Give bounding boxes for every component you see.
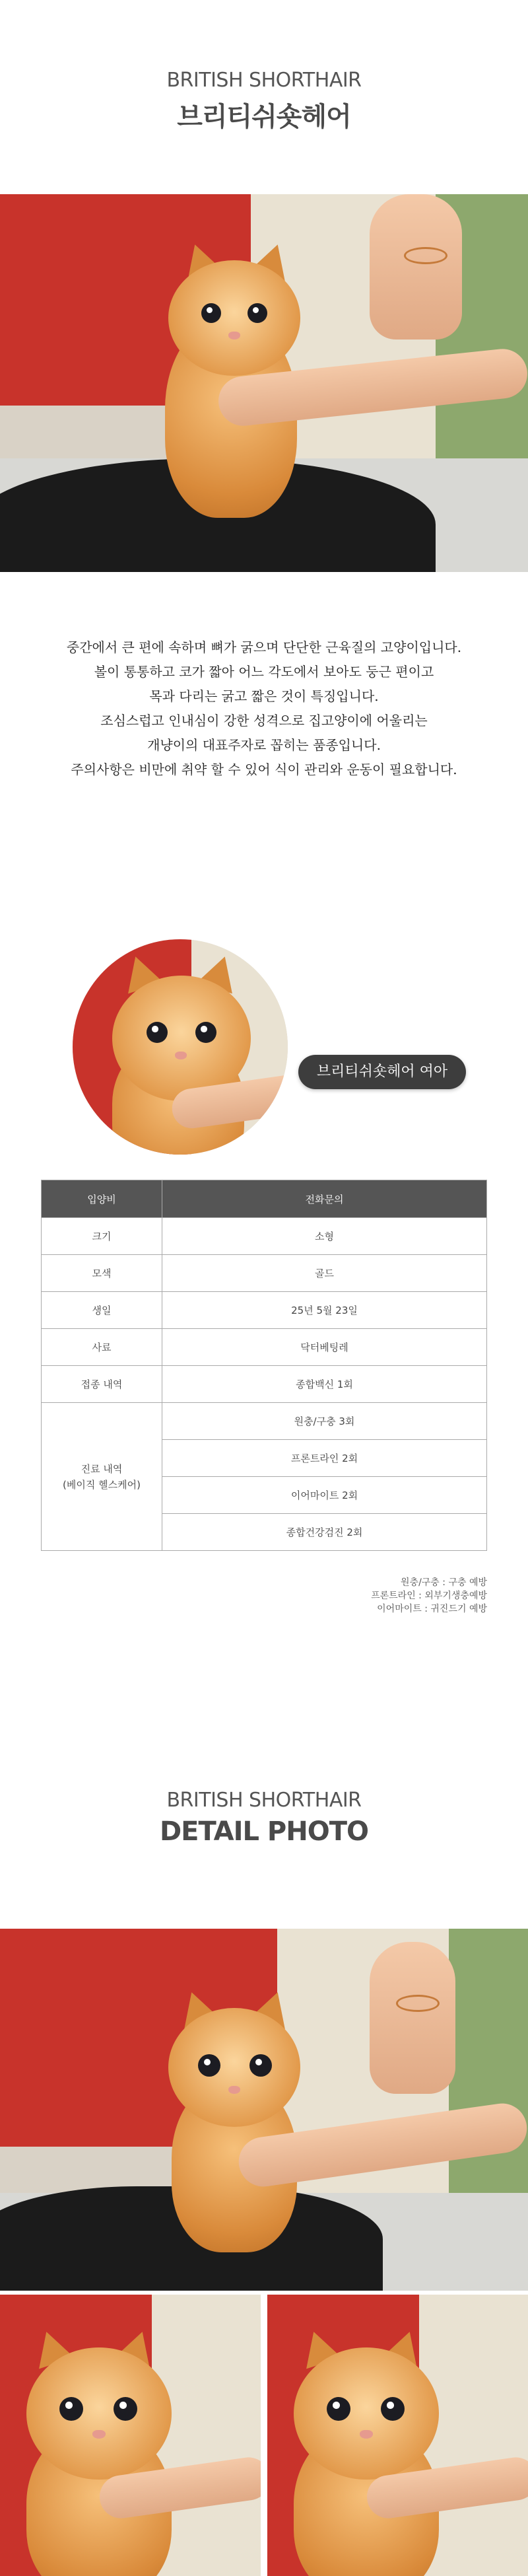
- table-row: [42, 1255, 487, 1292]
- table-row: [42, 1403, 487, 1440]
- care-footnotes: [223, 1576, 487, 1616]
- row-label: 생일: [42, 1292, 162, 1329]
- description-line: 주의사항은 비만에 취약 할 수 있어 식이 관리와 운동이 필요합니다.: [71, 762, 457, 777]
- detail-photo-right: [267, 2295, 528, 2576]
- row-value: 골드: [162, 1255, 487, 1292]
- care-label-line: 진료 내역: [81, 1462, 123, 1475]
- table-row: [42, 1292, 487, 1329]
- care-item: 원충/구충 3회: [162, 1403, 487, 1440]
- name-badge: 브리티쉬숏헤어 여아: [298, 1055, 466, 1089]
- row-label: 모색: [42, 1255, 162, 1292]
- description-line: 개냥이의 대표주자로 꼽히는 품종입니다.: [147, 737, 381, 753]
- description-line: 목과 다리는 굵고 짧은 것이 특징입니다.: [149, 688, 379, 704]
- table-row: [42, 1218, 487, 1255]
- detail-title: DETAIL PHOTO: [159, 1816, 369, 1847]
- row-label: 크기: [42, 1218, 162, 1255]
- footnote: 이어마이트 : 귀진드기 예방: [377, 1604, 487, 1614]
- row-value: 닥터베팅레: [162, 1329, 487, 1366]
- detail-photo-large: [0, 1929, 528, 2291]
- breed-description: [0, 635, 528, 782]
- row-value: 종합백신 1회: [162, 1366, 487, 1403]
- description-line: 조심스럽고 인내심이 강한 성격으로 집고양이에 어울리는: [100, 713, 428, 729]
- row-value: 25년 5월 23일: [162, 1292, 487, 1329]
- care-history-label: [42, 1403, 162, 1551]
- description-line: 볼이 통통하고 코가 짧아 어느 각도에서 보아도 둥근 편이고: [94, 664, 434, 680]
- row-value: 소형: [162, 1218, 487, 1255]
- care-item: 이어마이트 2회: [162, 1477, 487, 1514]
- adoption-info-table: [41, 1180, 487, 1551]
- row-label: 접종 내역: [42, 1366, 162, 1403]
- care-item: 프론트라인 2회: [162, 1440, 487, 1477]
- table-header-row: [42, 1180, 487, 1218]
- detail-eyebrow: BRITISH SHORTHAIR: [166, 1789, 362, 1812]
- header-value: 전화문의: [162, 1180, 487, 1218]
- intro-title: 브리티쉬숏헤어: [177, 102, 351, 132]
- profile-kitten-photo: [73, 939, 288, 1155]
- description-line: 중간에서 큰 편에 속하며 뼈가 굵으며 단단한 근육질의 고양이입니다.: [66, 639, 462, 655]
- footnote: 프론트라인 : 외부기생충예방: [371, 1591, 487, 1601]
- footnote: 원충/구충 : 구충 예방: [401, 1577, 487, 1588]
- care-item: 종합건강검진 2회: [162, 1514, 487, 1551]
- header-label: 입양비: [42, 1180, 162, 1218]
- intro-eyebrow: BRITISH SHORTHAIR: [166, 69, 362, 92]
- table-row: [42, 1329, 487, 1366]
- hero-kitten-photo: [0, 194, 528, 572]
- care-label-line: (베이직 헬스케어): [63, 1478, 141, 1491]
- table-row: [42, 1366, 487, 1403]
- detail-photo-left: [0, 2295, 261, 2576]
- row-label: 사료: [42, 1329, 162, 1366]
